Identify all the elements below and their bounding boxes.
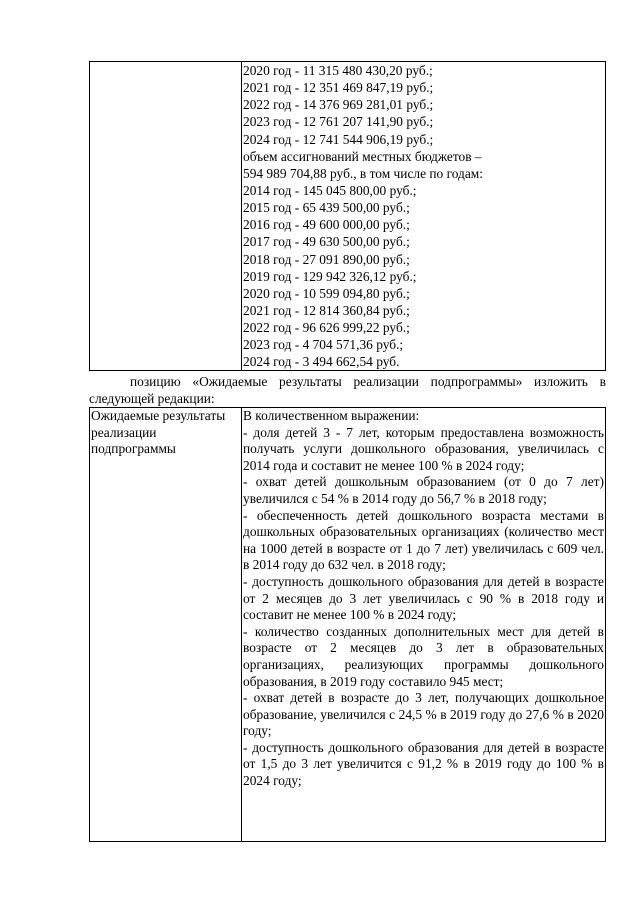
funding-line: 2021 год - 12 814 360,84 руб.; (243, 302, 410, 318)
funding-table (89, 61, 606, 371)
results-table (89, 407, 606, 842)
funding-line: 2022 год - 96 626 999,22 руб.; (243, 320, 410, 336)
funding-line: 594 989 704,88 руб., в том числе по годам: (243, 165, 483, 181)
funding-line: 2020 год - 10 599 094,80 руб.; (243, 285, 410, 301)
intro-paragraph: позицию «Ожидаемые результаты реализации подпрограммы» изложить в следующей редакции: (89, 374, 606, 406)
funding-table-right-cell (242, 62, 605, 370)
funding-line: 2024 год - 12 741 544 906,19 руб.; (243, 131, 434, 147)
results-paragraph: - доступность дошкольного образования для детей в возрасте от 2 месяцев до 3 лет увеличилась с 90 % в 2018 году и составит не менее 100 % в 2024 году; (243, 573, 604, 623)
results-paragraph: - обеспеченность детей дошкольного возраста местами в дошкольных образовательных организациях (количество мест на 1000 детей в возрасте от 1 до 7 лет) увеличилась с 609 чел. в 2014 году до 632 чел. в 2018 году; (243, 507, 604, 573)
funding-line: объем ассигнований местных бюджетов – (243, 148, 482, 164)
results-paragraph: - количество созданных дополнительных мест для детей в возрасте от 2 месяцев до 3 лет в образовательных организациях, реализующих программы дошкольного образования, в 2019 году составило 945 мест; (243, 623, 604, 689)
results-paragraph: - охват детей дошкольным образованием (от 0 до 7 лет) увеличился с 54 % в 2014 году до 56,7 % в 2018 году; (243, 474, 604, 506)
funding-table-left-cell (90, 62, 242, 370)
results-table-content-cell (242, 408, 605, 841)
results-table-label-cell: Ожидаемые результаты реализации подпрограммы (90, 408, 242, 841)
funding-line: 2021 год - 12 351 469 847,19 руб.; (243, 80, 434, 96)
funding-line: 2023 год - 4 704 571,36 руб.; (243, 337, 404, 353)
funding-line: 2019 год - 129 942 326,12 руб.; (243, 268, 417, 284)
results-paragraph: - доступность дошкольного образования для детей в возрасте от 1,5 до 3 лет увеличится с 91,2 % в 2019 году до 100 % в 2024 году; (243, 739, 604, 789)
results-paragraph: - доля детей 3 - 7 лет, которым предоставлена возможность получать услуги дошкольного образования, увеличилась с 2014 года и составит не менее 100 % в 2024 году; (243, 424, 604, 473)
funding-line: 2020 год - 11 315 480 430,20 руб.; (243, 63, 433, 78)
funding-line: 2023 год - 12 761 207 141,90 руб.; (243, 114, 434, 130)
results-paragraph: В количественном выражении: (243, 408, 420, 423)
funding-line: 2017 год - 49 630 500,00 руб.; (243, 234, 410, 250)
funding-line: 2015 год - 65 439 500,00 руб.; (243, 200, 410, 216)
funding-line: 2016 год - 49 600 000,00 руб.; (243, 217, 410, 233)
results-paragraph: - охват детей в возрасте до 3 лет, получающих дошкольное образование, увеличился с 24,5 % в 2019 году до 27,6 % в 2020 году; (243, 690, 604, 739)
funding-line: 2014 год - 145 045 800,00 руб.; (243, 182, 417, 198)
funding-line: 2018 год - 27 091 890,00 руб.; (243, 251, 410, 267)
funding-line: 2024 год - 3 494 662,54 руб. (243, 354, 400, 370)
funding-line: 2022 год - 14 376 969 281,01 руб.; (243, 97, 434, 113)
